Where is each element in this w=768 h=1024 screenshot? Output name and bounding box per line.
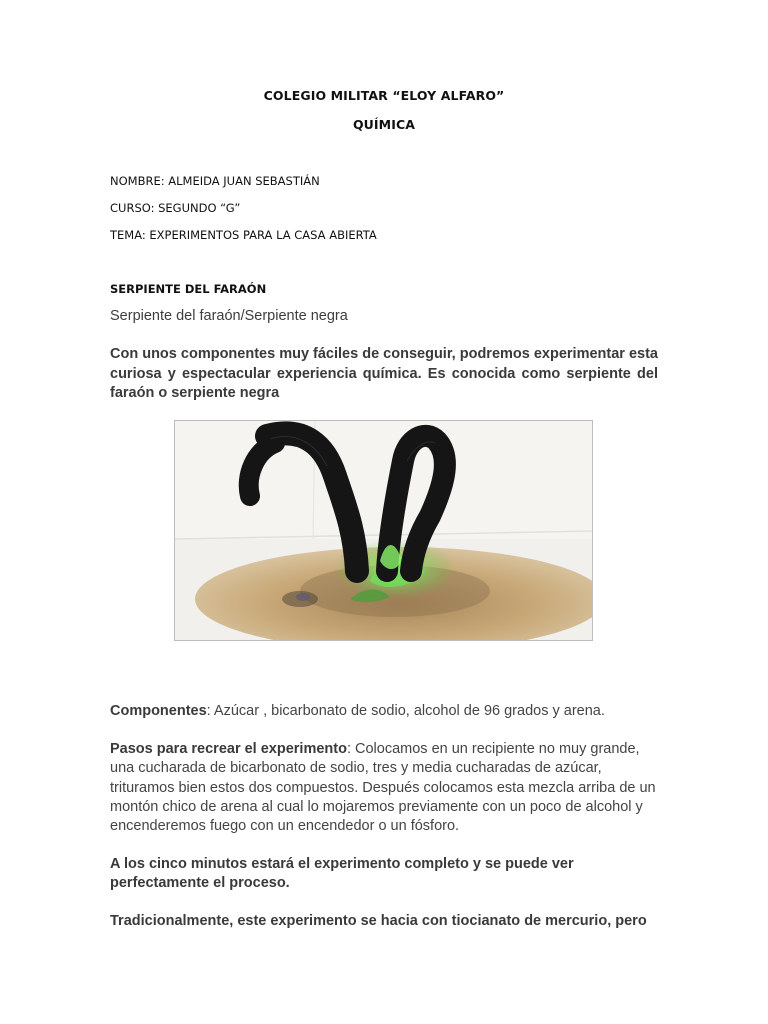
subject-title: QUÍMICA bbox=[352, 117, 416, 132]
school-title: COLEGIO MILITAR “ELOY ALFARO” bbox=[263, 88, 505, 103]
steps-label: Pasos para recrear el experimento bbox=[110, 741, 347, 757]
course-line: CURSO: SEGUNDO “G” bbox=[110, 201, 241, 215]
tradition-note: Tradicionalmente, este experimento se hacia con tiocianato de mercurio, pero bbox=[110, 913, 647, 929]
result-note: A los cinco minutos estará el experimento completo y se puede ver perfectamente el proceso. bbox=[110, 856, 574, 892]
components-label: Componentes bbox=[110, 703, 207, 719]
components-text: : Azúcar , bicarbonato de sodio, alcohol de 96 grados y arena. bbox=[206, 703, 605, 719]
steps-paragraph bbox=[110, 740, 660, 836]
section-subtitle: Serpiente del faraón/Serpiente negra bbox=[110, 308, 348, 324]
experiment-photo bbox=[174, 420, 593, 641]
steps-text: : Colocamos en un recipiente no muy grande, una cucharada de bicarbonato de sodio, tres y media cucharadas de azúcar, trituramos bien estos dos compuestos. Después colocamos esta mezcla arriba de un montón chico de arena al cual lo mojaremos previamente con un poco de alcohol y encenderemos fuego con un encendedor o un fósforo. bbox=[110, 741, 656, 835]
section-heading: SERPIENTE DEL FARAÓN bbox=[110, 282, 267, 296]
topic-line: TEMA: EXPERIMENTOS PARA LA CASA ABIERTA bbox=[110, 228, 377, 242]
intro-paragraph: Con unos componentes muy fáciles de conseguir, podremos experimentar esta curiosa y espectacular experiencia química. Es conocida como serpiente del faraón o serpiente negra bbox=[110, 346, 658, 401]
components-paragraph bbox=[110, 702, 660, 721]
student-name-line: NOMBRE: ALMEIDA JUAN SEBASTIÁN bbox=[110, 174, 320, 188]
